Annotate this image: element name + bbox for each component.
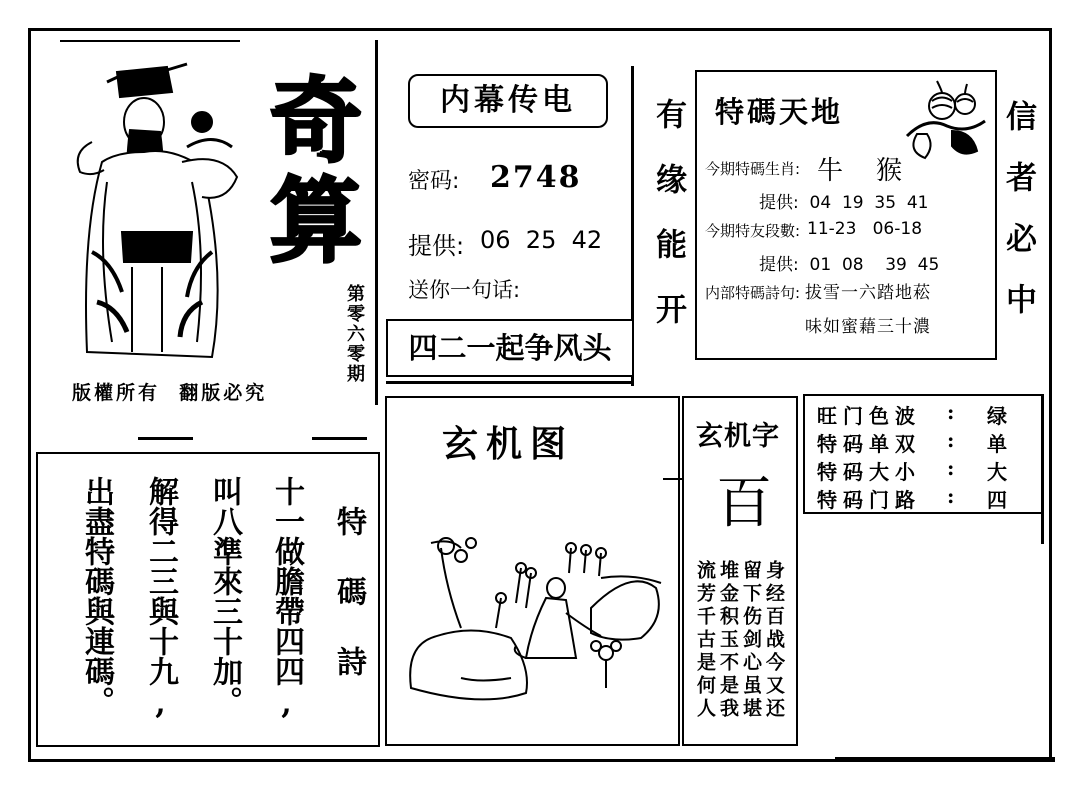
zodiac-label: 今期特碼生肖: (705, 160, 801, 178)
segment-label: 今期特友段數: (705, 222, 801, 240)
mystery-illustration (401, 528, 671, 728)
provide-values: 06 25 42 (480, 226, 603, 254)
mystery-image-panel (385, 396, 680, 746)
logo-char-suan: 算 (270, 168, 363, 275)
middle-vertical-text: 有缘能开 (650, 98, 686, 358)
special-poem-line1: 拔雪一六踏地菘 (805, 283, 931, 303)
divider-vertical (375, 40, 378, 405)
poem-label: 内部特碼詩句: (705, 284, 801, 302)
mystery-char-column: 留下伤剑心虽堪 (740, 560, 762, 721)
mystery-char-panel (682, 396, 798, 746)
segment-values: 11-23 06-18 (807, 219, 923, 239)
mystery-char-column: 身经百战今又还 (763, 560, 785, 721)
provide-label: 提供: (408, 232, 465, 260)
insider-panel (386, 66, 634, 386)
stats-sep: : (947, 484, 961, 508)
phrase-label: 送你一句话: (408, 278, 521, 302)
poem-panel (36, 452, 380, 747)
tick-mark (663, 478, 683, 480)
special-poem-line2: 味如蜜藉三十濃 (805, 317, 931, 337)
stats-label: 特码门路 (817, 488, 921, 512)
right-vertical-text: 信者必中 (1000, 100, 1036, 344)
copyright-notice: 版權所有 翻版必究 (72, 382, 268, 404)
stats-row (817, 484, 1041, 512)
mystery-char-column: 流芳千古是何人 (694, 560, 716, 721)
password-value: 2748 (490, 160, 582, 195)
mystery-char-column: 堆金积玉不是我 (717, 560, 739, 721)
zodiac-values: 牛 猴 (817, 156, 903, 186)
mystery-char: 百 (716, 471, 772, 536)
special-title: 特碼天地 (715, 95, 844, 129)
rule-right (312, 437, 367, 440)
top-rule (60, 40, 240, 42)
stats-value: 绿 (987, 404, 1013, 428)
stats-label: 特码大小 (817, 460, 921, 484)
stats-row (817, 456, 1041, 484)
poem-column: 解得二三與十九, (143, 476, 178, 721)
stats-value: 单 (987, 432, 1013, 456)
stats-value: 大 (987, 460, 1013, 484)
stats-value: 四 (987, 488, 1013, 512)
stats-sep: : (947, 428, 961, 452)
stats-row (817, 400, 1041, 428)
stats-sep: : (947, 400, 961, 424)
poem-title: 特碼詩 (331, 506, 366, 716)
rule-left (138, 437, 193, 440)
frame-bottom-bar (835, 757, 1055, 762)
zodiac-provide: 提供: 04 19 35 41 (759, 193, 929, 213)
poem-column: 出盡特碼與連碼。 (79, 476, 114, 716)
logo-char-qi: 奇 (270, 68, 363, 175)
mystery-image-title: 玄机图 (442, 423, 575, 465)
insider-title: 内幕传电 (408, 74, 608, 128)
stats-sep: : (947, 456, 961, 480)
stats-label: 特码单双 (817, 432, 921, 456)
issue-label: 第零六零期 (344, 284, 365, 384)
phrase-box: 四二一起争风头 (386, 319, 634, 377)
special-code-panel (695, 70, 997, 360)
stats-label: 旺门色波 (817, 404, 921, 428)
stats-panel (803, 394, 1043, 514)
poem-column: 十一做膽帶四四, (269, 476, 304, 721)
stats-row (817, 428, 1041, 456)
deity-illustration (62, 52, 252, 374)
password-label: 密码: (408, 169, 460, 194)
segment-provide: 提供: 01 08 39 45 (759, 255, 940, 275)
vine-ornament-icon (897, 76, 993, 166)
stats-side-rule (1041, 394, 1044, 544)
left-border-mark (28, 40, 31, 370)
mystery-char-title: 玄机字 (696, 421, 780, 452)
poem-column: 叫八準來三十加。 (207, 476, 242, 716)
